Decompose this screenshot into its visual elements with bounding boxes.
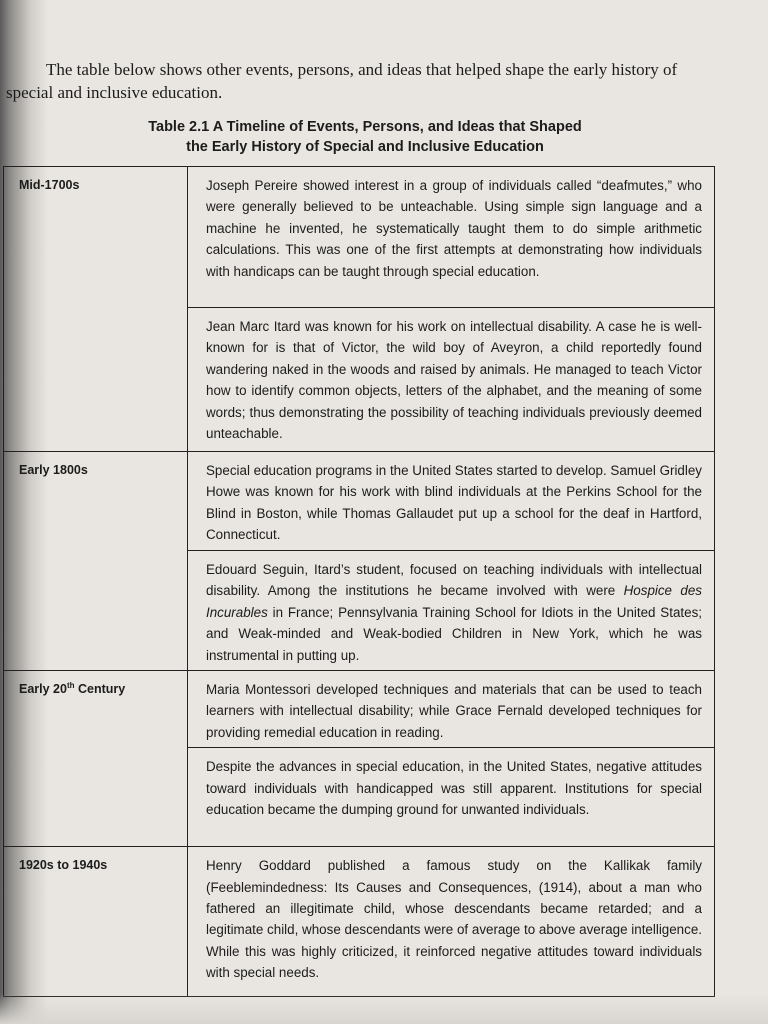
period-text: Century: [74, 682, 126, 697]
period-cell: 1920s to 1940s: [4, 847, 188, 997]
entry-cell: Henry Goddard published a famous study on the Kallikak family (Feeblemindedness: Its Causes and Consequences, (1914), about a man who fathered an illegitimate child, whose descendants became retarded; and a legitimate child, whose descendants were of average to above average intelligence. While this was highly criticized, it reinforced negative attitudes toward individuals with special needs.: [188, 847, 715, 997]
entry-cell: [188, 551, 715, 671]
entry-cell: Special education programs in the United States started to develop. Samuel Gridley Howe was known for his work with blind individuals at the Perkins School for the Blind in Boston, while Thomas Gallaudet put up a school for the deaf in Hartford, Connecticut.: [188, 452, 715, 551]
period-cell: [4, 671, 188, 847]
page-bottom-shade: [0, 994, 768, 1024]
caption-line-2: the Early History of Special and Inclusive Education: [186, 139, 544, 155]
entry-text: Edouard Seguin, Itard’s student, focused on teaching individuals with intellectual disability. Among the institutions he became involved with were: [206, 562, 702, 599]
entry-cell: Joseph Pereire showed interest in a group of individuals called “deafmutes,” who were generally believed to be unteachable. Using simple sign language and a machine he invented, he systematically taught them to do simple arithmetic calculations. This was one of the first attempts at demonstrating how individuals with handicaps can be taught through special education.: [188, 167, 715, 308]
caption-line-1: Table 2.1 A Timeline of Events, Persons, and Ideas that Shaped: [148, 119, 582, 135]
table-row: [4, 847, 715, 997]
period-cell: Early 1800s: [4, 452, 188, 671]
entry-text: in France; Pennsylvania Training School for Idiots in the United States; and Weak-minded and Weak-bodied Children in New York, which he was instrumental in putting up.: [206, 604, 702, 663]
entry-cell: Despite the advances in special education, in the United States, negative attitudes toward individuals with handicapped was still apparent. Institutions for special education became the dumping ground for unwanted individuals.: [188, 748, 715, 847]
entry-cell: Maria Montessori developed techniques and materials that can be used to teach learners with intellectual disability; while Grace Fernald developed techniques for providing remedial education in reading.: [188, 671, 715, 748]
table-row: [4, 167, 715, 308]
timeline-table: [3, 166, 715, 997]
period-cell: Mid-1700s: [4, 167, 188, 452]
intro-paragraph: The table below shows other events, persons, and ideas that helped shape the early history of special and inclusive education.: [6, 60, 678, 102]
period-superscript: th: [66, 680, 75, 690]
entry-italic-text: Hospice des Incurables: [206, 583, 702, 620]
table-row: [4, 452, 715, 551]
entry-cell: Jean Marc Itard was known for his work on intellectual disability. A case he is well-known for is that of Victor, the wild boy of Aveyron, a child reportedly found wandering naked in the woods and raised by animals. He managed to teach Victor how to identify common objects, letters of the alphabet, and the meaning of some words; thus demonstrating the possibility of teaching individuals previously deemed unteachable.: [188, 308, 715, 452]
table-row: [4, 671, 715, 748]
period-text: Early 20: [19, 682, 67, 697]
table-caption: [60, 117, 670, 157]
